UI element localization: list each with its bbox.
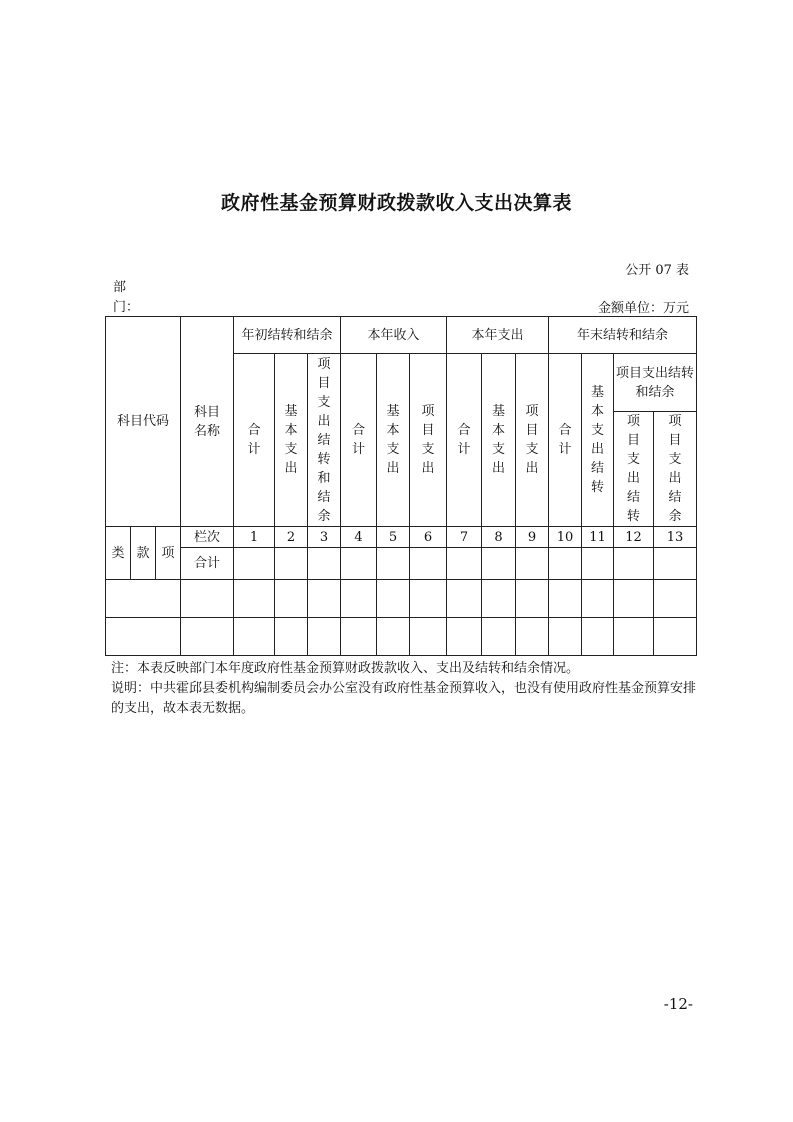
code-section-header: 款 (131, 527, 156, 580)
col-begin-total: 合计 (234, 354, 275, 527)
subject-name-header: 科目名称 (181, 317, 234, 527)
form-number: 公开 07 表 (625, 263, 689, 278)
col-number: 4 (341, 527, 377, 548)
code-item-header: 项 (156, 527, 181, 580)
note-text: 注：本表反映部门本年度政府性基金预算财政拨款收入、支出及结转和结余情况。 (111, 661, 580, 676)
col-end-project-carry: 项目支出结转 (614, 412, 654, 527)
col-number: 2 (275, 527, 308, 548)
col-number: 7 (447, 527, 482, 548)
col-begin-project: 项目支出结转和结余 (308, 354, 341, 527)
group-income-header: 本年收入 (341, 317, 447, 354)
col-expense-basic: 基本支出 (482, 354, 516, 527)
col-end-total: 合计 (549, 354, 582, 527)
budget-table (105, 316, 697, 656)
department-label: 部门： (113, 280, 140, 315)
row-lanci-label: 栏次 (181, 527, 234, 548)
table-row (106, 618, 697, 656)
col-expense-project: 项目支出 (516, 354, 549, 527)
col-end-basic: 基本支出结转 (582, 354, 614, 527)
col-number: 13 (654, 527, 697, 548)
col-number: 6 (410, 527, 447, 548)
col-number: 10 (549, 527, 582, 548)
page-number: -12- (663, 995, 693, 1013)
col-number: 1 (234, 527, 275, 548)
col-number: 5 (377, 527, 410, 548)
col-income-total: 合计 (341, 354, 377, 527)
col-begin-basic: 基本支出 (275, 354, 308, 527)
subject-code-header: 科目代码 (106, 317, 181, 527)
group-expense-header: 本年支出 (447, 317, 549, 354)
amount-unit-label: 金额单位：万元 (597, 301, 689, 316)
group-begin-header: 年初结转和结余 (234, 317, 341, 354)
col-end-project-group: 项目支出结转和结余 (614, 354, 697, 412)
col-number: 3 (308, 527, 341, 548)
col-expense-total: 合计 (447, 354, 482, 527)
col-number: 11 (582, 527, 614, 548)
page-title: 政府性基金预算财政拨款收入支出决算表 (220, 192, 572, 214)
table-row (106, 580, 697, 618)
table-notes (111, 659, 701, 719)
col-income-project: 项目支出 (410, 354, 447, 527)
code-class-header: 类 (106, 527, 131, 580)
row-total-label: 合计 (181, 548, 234, 580)
explanation-text: 说明：中共霍邱县委机构编制委员会办公室没有政府性基金预算收入，也没有使用政府性基金预算安排的支出，故本表无数据。 (111, 681, 697, 716)
col-number: 9 (516, 527, 549, 548)
group-end-header: 年末结转和结余 (549, 317, 697, 354)
col-number: 12 (614, 527, 654, 548)
col-number: 8 (482, 527, 516, 548)
col-end-project-surplus: 项目支出结余 (654, 412, 697, 527)
col-income-basic: 基本支出 (377, 354, 410, 527)
